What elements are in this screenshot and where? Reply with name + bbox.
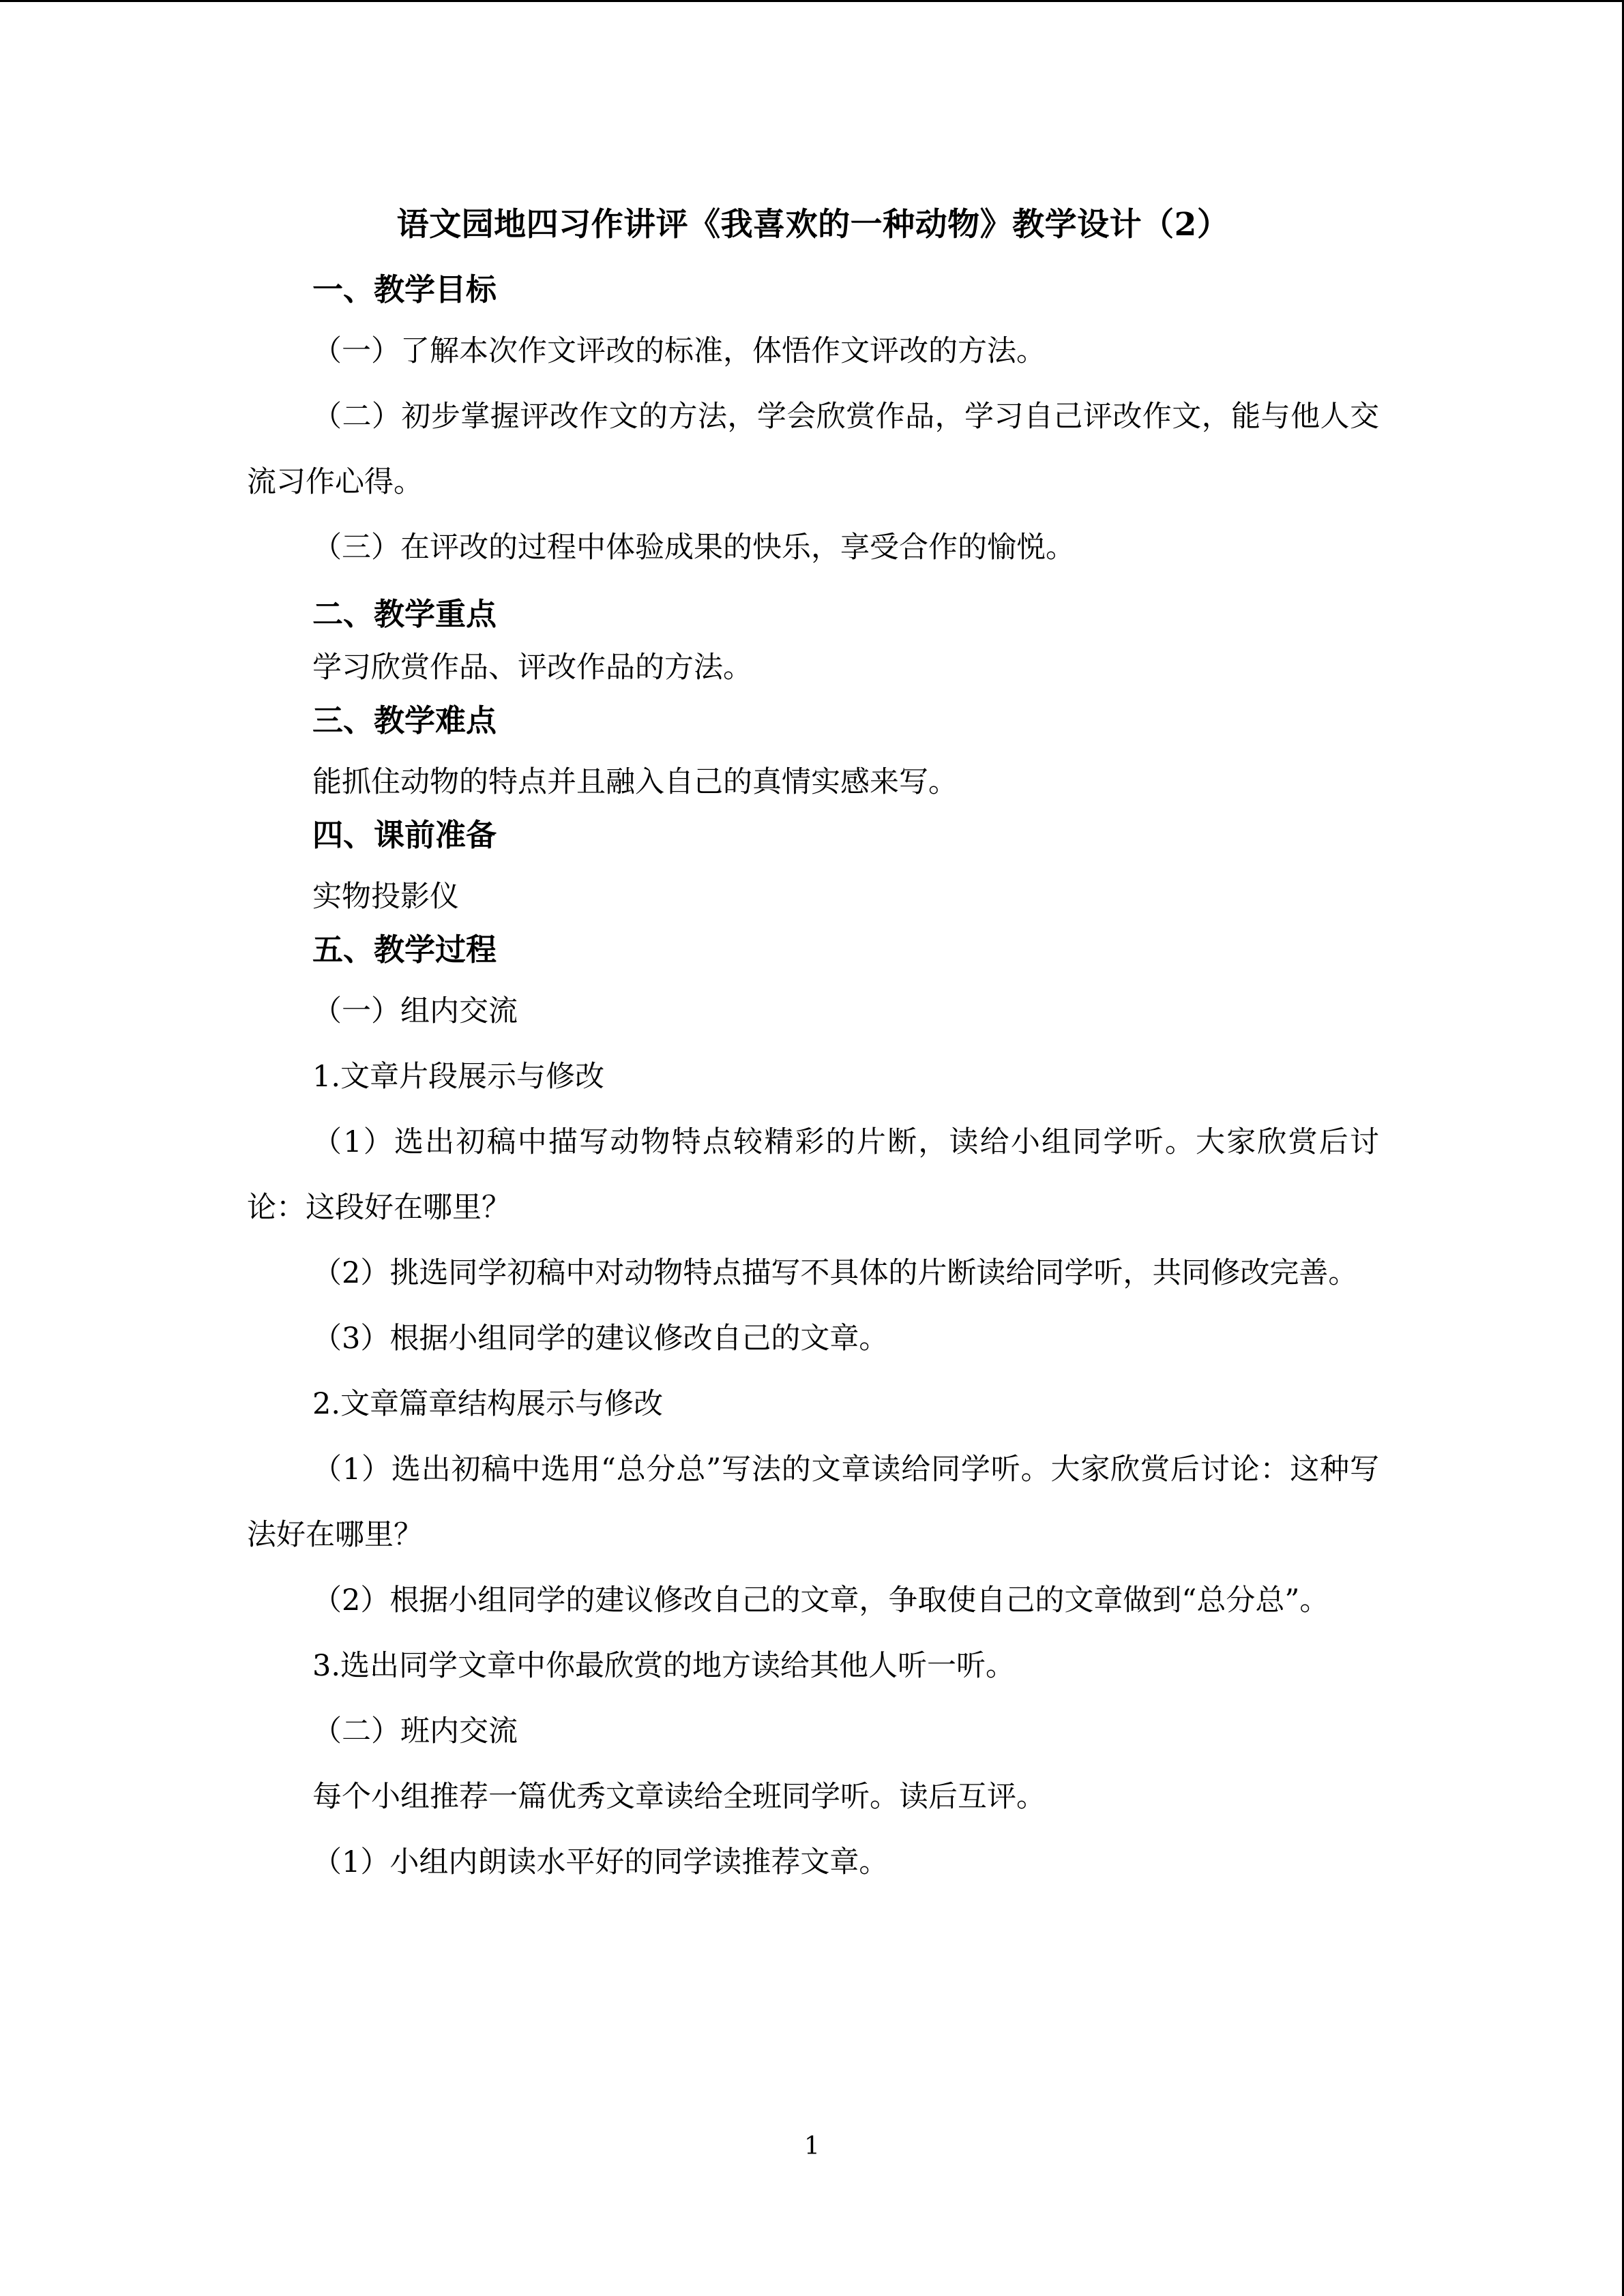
preparation-text: 实物投影仪 [312,880,459,914]
process-step-1-title: 1.文章片段展示与修改 [312,1060,605,1094]
objective-item-3: （三）在评改的过程中体验成果的快乐，享受合作的愉悦。 [312,531,1075,565]
process-step-2-item-2: （2）根据小组同学的建议修改自己的文章，争取使自己的文章做到“总分总”。 [312,1583,1329,1617]
section-heading-key-points: 二、教学重点 [312,596,497,632]
process-part-2-text: 每个小组推荐一篇优秀文章读给全班同学听。读后互评。 [312,1780,1046,1814]
process-step-1-item-2: （2）挑选同学初稿中对动物特点描写不具体的片断读给同学听，共同修改完善。 [312,1256,1358,1290]
objective-item-1: （一）了解本次作文评改的标准，体悟作文评改的方法。 [312,334,1046,368]
page-border-top [0,0,1624,2]
process-step-1-item-1: （1）选出初稿中描写动物特点较精彩的片断，读给小组同学听。大家欣赏后讨论：这段好在哪里？ [247,1125,1379,1225]
process-part-2-title: （二）班内交流 [312,1714,518,1748]
section-heading-preparation: 四、课前准备 [312,817,497,853]
process-step-1-item-3: （3）根据小组同学的建议修改自己的文章。 [312,1322,889,1356]
process-step-3-title: 3.选出同学文章中你最欣赏的地方读给其他人听一听。 [312,1649,1016,1683]
process-step-2-item-1: （1）选出初稿中选用“总分总”写法的文章读给同学听。大家欣赏后讨论：这种写法好在哪里？ [247,1452,1379,1552]
page-number: 1 [804,2132,820,2160]
process-part-2-item-1: （1）小组内朗读水平好的同学读推荐文章。 [312,1845,889,1879]
section-heading-difficulties: 三、教学难点 [312,702,497,739]
section-heading-objectives: 一、教学目标 [312,271,497,308]
document-title: 语文园地四习作讲评《我喜欢的一种动物》教学设计（2） [396,206,1230,243]
section-heading-process: 五、教学过程 [312,931,497,968]
objective-item-2: （二）初步掌握评改作文的方法，学会欣赏作品，学习自己评改作文，能与他人交流习作心得。 [247,400,1379,499]
difficulties-text: 能抓住动物的特点并且融入自己的真情实感来写。 [312,765,958,799]
key-points-text: 学习欣赏作品、评改作品的方法。 [312,651,752,685]
process-step-2-title: 2.文章篇章结构展示与修改 [312,1387,664,1421]
document-page [247,205,1379,1895]
process-part-1-title: （一）组内交流 [312,994,518,1028]
